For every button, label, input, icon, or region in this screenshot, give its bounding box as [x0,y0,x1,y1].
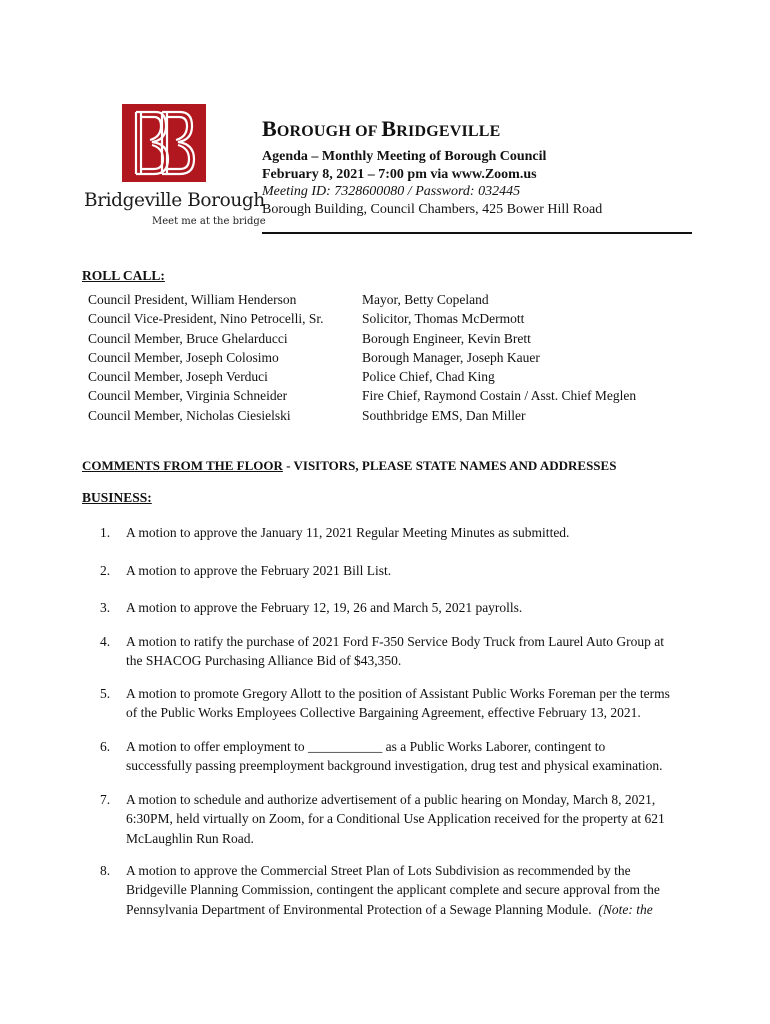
roll-call-entry: Mayor, Betty Copeland [362,292,489,307]
roll-call-entry: Fire Chief, Raymond Costain / Asst. Chief Meglen [362,388,637,404]
roll-call-entry: Council Vice-President, Nino Petrocelli, Sr. [88,311,324,327]
roll-call-entry: Council President, William Henderson [88,292,297,307]
document-page: Bridgeville Borough Meet me at the bridge BOROUGH OF BRIDGEVILLE Agenda – Monthly Meeting of Borough Council February 8, 2021 – 7:00 pm via www.Zoom.us Meeting ID: 7328600080 / Password: 032445 Borough Building, Council Chambers, 425 Bower Hill Road ROLL CALL: Council President, William Henderson Council Vice-President, Nino Petrocelli, Sr. Council Member, Bruce Ghelarducci Council Member, Joseph Colosimo Council Member, Joseph Verduci Council Member, Virginia Schneider Council Member, Nicholas Ciesielski Mayor, Betty Copeland Solicitor, Thomas McDermott Borough Engineer, Kevin Brett Borough Manager, Joseph Kauer Police Chief, Chad King Fire Chief, Raymond Costain / Asst. Chief Meglen Southbridge EMS, Dan Miller COMMENTS FROM THE FLOOR - VISITORS, PLEASE STATE NAMES AND ADDRESSES BUSINESS: 1. A motion to approve the January 11, 2021 Regular Meeting Minutes as submitted. 2. A motion to approve the February 2021 Bill List. 3. A motion to approve the February 12, 19, 26 and March 5, 2021 payrolls. 4. A motion to ratify the purchase of 2021 Ford F-350 Service Body Truck from Laurel Auto Group at the SHACOG Purchasing Alliance Bid of $43,350. 5. A motion to promote Gregory Allott to the position of Assistant Public Works Foreman per the terms of the Public Works Employees Collective Bargaining Agreement, effective February 13, 2021. 6. A motion to offer employment to ___________ as a Public Works Laborer, contingent to successfully passing preemployment background investigation, drug test and physical examination. 7. A motion to schedule and authorize advertisement of a public hearing on Monday, March 8, 2021, 6:30PM, held virtually on Zoom, for a Conditional Use Application received for the property at 621 McLaughlin Run Road. 8. A motion to approve the Commercial Street Plan of Lots Subdivision as recommended by the Bridgeville Planning Commission, contingent the applicant complete and secure approval from the Pennsylvania Department of Environmental Protection of a Sewage Planning Module. (Note: the [0,0,770,1024]
business-heading: BUSINESS: [82,490,152,505]
roll-call-heading: ROLL CALL: [82,268,165,283]
logo-wordmark: Bridgeville Borough [84,190,265,211]
logo-tagline: Meet me at the bridge [152,216,266,227]
roll-call-entry: Borough Engineer, Kevin Brett [362,330,531,346]
bb-monogram-icon [122,104,206,182]
roll-call-entry: Police Chief, Chad King [362,369,495,385]
agenda-line: Agenda – Monthly Meeting of Borough Council [262,149,547,164]
comments-heading: COMMENTS FROM THE FLOOR - VISITORS, PLEASE STATE NAMES AND ADDRESSES [82,458,617,473]
roll-call-entry: Solicitor, Thomas McDermott [362,311,525,327]
roll-call-entry: Southbridge EMS, Dan Miller [362,407,526,423]
meeting-date-line: February 8, 2021 – 7:00 pm via www.Zoom.us [262,166,537,182]
roll-call-entry: Council Member, Joseph Colosimo [88,349,279,365]
roll-call-left-column [88,290,324,425]
meeting-id-line: Meeting ID: 7328600080 / Password: 032445 [262,184,521,199]
location-line: Borough Building, Council Chambers, 425 Bower Hill Road [262,201,603,217]
roll-call-entry: Council Member, Virginia Schneider [88,388,288,404]
roll-call-entry: Council Member, Bruce Ghelarducci [88,330,288,346]
document-title: BOROUGH OF BRIDGEVILLE [262,116,501,141]
roll-call-entry: Borough Manager, Joseph Kauer [362,349,540,365]
roll-call-entry: Council Member, Joseph Verduci [88,369,268,385]
borough-logo [84,104,266,234]
roll-call-right-column [362,290,636,425]
header-divider [262,232,692,234]
document-header [262,116,692,218]
roll-call-entry: Council Member, Nicholas Ciesielski [88,407,291,423]
